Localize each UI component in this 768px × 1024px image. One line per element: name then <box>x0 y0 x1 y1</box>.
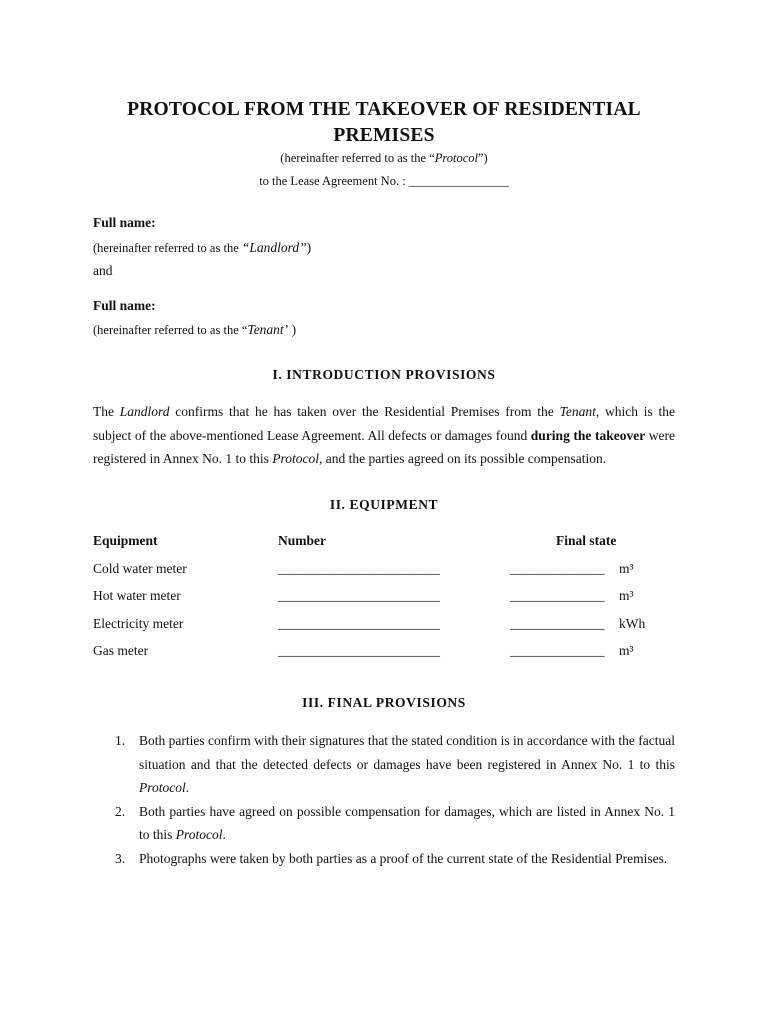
final-state-blank: ______________ <box>510 561 605 576</box>
final-state-blank: ______________ <box>510 616 605 631</box>
list-item-number: 3. <box>115 850 126 866</box>
equipment-name: Cold water meter <box>93 561 187 576</box>
title-line-1: PROTOCOL FROM THE TAKEOVER OF RESIDENTIAL <box>127 99 641 120</box>
tenant-reference: (hereinafter referred to as the “Tenant’ ) <box>93 322 297 337</box>
unit-label: kWh <box>619 616 646 631</box>
list-item: 2. Both parties have agreed on possible compensation for damages, which are listed in Annex No. 1 to this Protocol. <box>93 800 675 847</box>
unit-label: m³ <box>619 643 634 658</box>
list-item-number: 1. <box>115 733 126 748</box>
table-row <box>93 561 693 581</box>
table-row <box>93 643 693 663</box>
lease-agreement-line: to the Lease Agreement No. : ________________ <box>259 174 509 188</box>
introduction-paragraph: The Landlord confirms that he has taken over the Residential Premises from the Tenant, which is the subject of the above-mentioned Lease Agreement. All defects or damages found during the takeover were registered in Annex No. 1 to this Protocol, and the parties agreed on its possible compensation. <box>93 404 675 466</box>
table-row <box>93 616 693 636</box>
landlord-fullname-label: Full name: <box>93 215 156 230</box>
tenant-fullname-label: Full name: <box>93 298 156 313</box>
column-header-equipment: Equipment <box>93 533 158 548</box>
list-item: 3. Photographs were taken by both parties as a proof of the current state of the Residential Premises. <box>93 847 675 871</box>
number-blank: ________________________ <box>278 588 440 603</box>
section-1-heading: I. INTRODUCTION PROVISIONS <box>272 367 496 382</box>
unit-label: m³ <box>619 561 634 576</box>
final-state-blank: ______________ <box>510 643 605 658</box>
section-2-heading: II. EQUIPMENT <box>329 497 439 512</box>
equipment-name: Hot water meter <box>93 588 181 603</box>
document-title <box>0 97 768 149</box>
table-row <box>93 588 693 608</box>
equipment-name: Electricity meter <box>93 616 184 631</box>
landlord-reference: (hereinafter referred to as the “Landlord”) <box>93 240 312 255</box>
number-blank: ________________________ <box>278 616 440 631</box>
column-header-number: Number <box>278 533 326 548</box>
number-blank: ________________________ <box>278 561 440 576</box>
unit-label: m³ <box>619 588 634 603</box>
equipment-name: Gas meter <box>93 643 149 658</box>
and-text: and <box>93 263 113 278</box>
list-item: 1. Both parties confirm with their signatures that the stated condition is in accordance with the factual situation and that the detected defects or damages have been registered in Annex No. 1 to this Protocol. <box>93 729 675 800</box>
column-header-final-state: Final state <box>556 533 617 548</box>
list-item-number: 2. <box>115 803 126 819</box>
number-blank: ________________________ <box>278 643 440 658</box>
protocol-reference: (hereinafter referred to as the “Protocol”) <box>280 151 488 165</box>
equipment-table-header <box>93 533 693 553</box>
final-state-blank: ______________ <box>510 588 605 603</box>
section-3-heading: III. FINAL PROVISIONS <box>302 695 466 710</box>
final-provisions-list <box>93 729 675 870</box>
title-line-2: PREMISES <box>333 125 435 146</box>
